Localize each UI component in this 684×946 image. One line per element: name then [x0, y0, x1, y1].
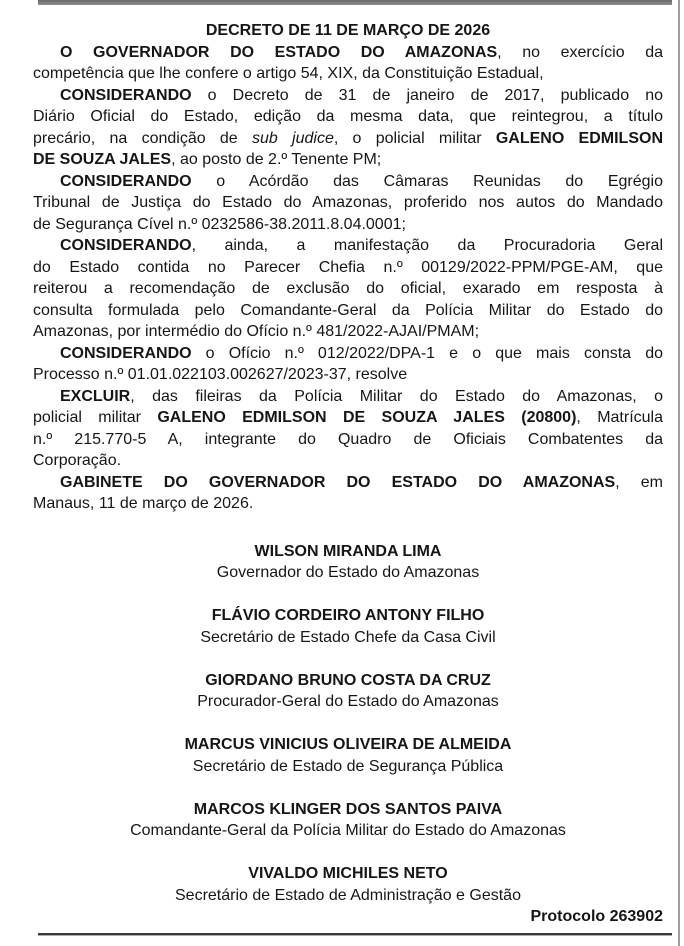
- text-segment: reiterou a recomendação de exclusão do oficial, exarado em resposta à: [33, 280, 663, 297]
- text-segment: consulta formulada pelo Comandante-Geral da Polícia Militar do Estado do: [33, 301, 663, 319]
- signature-name: FLÁVIO CORDEIRO ANTONY FILHO: [211, 607, 485, 624]
- decree-line: [33, 257, 663, 279]
- text-segment: CONSIDERANDO: [60, 344, 192, 362]
- decree-line: [33, 235, 663, 257]
- bottom-divider: [38, 933, 672, 936]
- text-segment: Processo n.º 01.01.022103.002627/2023-37, resolve: [33, 366, 408, 383]
- text-segment: Diário Oficial do Estado, edição da mesma data, que reintegrou, a título: [33, 108, 663, 125]
- text-segment: EXCLUIR: [60, 387, 131, 405]
- decree-title: DECRETO DE 11 DE MARÇO DE 2026: [205, 22, 491, 39]
- decree-line: [33, 386, 663, 408]
- decree-line: [33, 450, 663, 472]
- decree-line: [33, 171, 663, 193]
- text-segment: , ainda, a manifestação da Procuradoria Geral: [191, 237, 663, 254]
- decree-line: [33, 407, 663, 429]
- text-segment: o Ofício n.º 012/2022/DPA-1 e o que mais consta do: [191, 344, 663, 362]
- decree-line: [33, 192, 663, 214]
- decree-line: [33, 149, 663, 171]
- text-segment: CONSIDERANDO: [60, 86, 192, 104]
- text-segment: , das fileiras da Polícia Militar do Estado do Amazonas, o: [130, 387, 663, 405]
- signature-block: [33, 734, 663, 777]
- signature-role: Secretário de Estado Chefe da Casa Civil: [200, 628, 496, 646]
- text-segment: precário, na condição de: [33, 129, 252, 147]
- decree-line: [33, 429, 663, 451]
- signature-block: [33, 605, 663, 648]
- decree-line: [33, 321, 663, 343]
- signature-name: MARCOS KLINGER DOS SANTOS PAIVA: [193, 800, 503, 818]
- text-segment: competência que lhe confere o artigo 54, XIX, da Constituição Estadual,: [33, 65, 544, 82]
- decree-line: [33, 128, 663, 150]
- decree-body: [33, 42, 663, 515]
- text-segment: CONSIDERANDO: [60, 172, 192, 190]
- text-segment: n.º 215.770-5 A, integrante do Quadro de Oficiais Combatentes da: [33, 430, 663, 448]
- decree-line: [33, 106, 663, 128]
- signature-block: [33, 799, 663, 842]
- decree-line: [33, 63, 663, 85]
- decree-line: [33, 493, 663, 515]
- text-segment: sub judice: [251, 129, 334, 147]
- text-segment: o Decreto de 31 de janeiro de 2017, publicado no: [191, 86, 663, 104]
- signature-name: GIORDANO BRUNO COSTA DA CRUZ: [205, 671, 491, 689]
- text-segment: GALENO EDMILSON DE SOUZA JALES (20800): [157, 409, 577, 426]
- decree-document: [33, 0, 663, 928]
- text-segment: , Matrícula: [576, 409, 663, 426]
- text-segment: DE SOUZA JALES: [33, 151, 172, 168]
- text-segment: do Estado contida no Parecer Chefia n.º 00129/2022-PPM/PGE-AM, que: [33, 258, 663, 276]
- signature-name: VIVALDO MICHILES NETO: [248, 865, 448, 882]
- protocol-label: Protocolo 263902: [530, 908, 663, 925]
- signature-name: MARCUS VINICIUS OLIVEIRA DE ALMEIDA: [184, 736, 512, 753]
- column-divider: [678, 0, 680, 946]
- decree-line: [33, 42, 663, 64]
- signature-block: [33, 541, 663, 584]
- signature-list: [33, 541, 663, 907]
- text-segment: Tribunal de Justiça do Estado do Amazonas, proferido nos autos do Mandado: [33, 194, 663, 211]
- decree-line: [33, 85, 663, 107]
- signature-block: [33, 670, 663, 713]
- text-segment: CONSIDERANDO: [60, 237, 192, 254]
- text-segment: , o policial militar: [333, 129, 496, 147]
- signature-name: WILSON MIRANDA LIMA: [254, 542, 442, 560]
- text-segment: , ao posto de 2.º Tenente PM;: [171, 151, 382, 168]
- signature-role: Comandante-Geral da Polícia Militar do Estado do Amazonas: [130, 822, 566, 839]
- text-segment: Amazonas, por intermédio do Ofício n.º 481/2022-AJAI/PMAM;: [33, 323, 480, 340]
- signature-block: [33, 863, 663, 906]
- text-segment: , em: [615, 473, 663, 491]
- decree-line: [33, 343, 663, 365]
- signature-role: Secretário de Estado de Administração e Gestão: [175, 886, 521, 904]
- text-segment: de Segurança Cível n.º 0232586-38.2011.8.04.0001;: [33, 215, 406, 233]
- decree-line: [33, 278, 663, 300]
- text-segment: o Acórdão das Câmaras Reunidas do Egrégio: [191, 172, 663, 190]
- text-segment: policial militar: [33, 409, 158, 426]
- signature-role: Procurador-Geral do Estado do Amazonas: [197, 693, 499, 710]
- decree-line: [33, 214, 663, 236]
- text-segment: O GOVERNADOR DO ESTADO DO AMAZONAS: [60, 43, 498, 61]
- decree-line: [33, 472, 663, 494]
- text-segment: GABINETE DO GOVERNADOR DO ESTADO DO AMAZONAS: [60, 473, 616, 491]
- decree-line: [33, 300, 663, 322]
- text-segment: , no exercício da: [497, 43, 663, 61]
- text-segment: Manaus, 11 de março de 2026.: [33, 495, 254, 512]
- text-segment: GALENO EDMILSON: [495, 129, 664, 147]
- signature-role: Governador do Estado do Amazonas: [216, 564, 480, 581]
- signature-role: Secretário de Estado de Segurança Pública: [192, 757, 504, 775]
- decree-line: [33, 364, 663, 386]
- text-segment: Corporação.: [33, 452, 122, 469]
